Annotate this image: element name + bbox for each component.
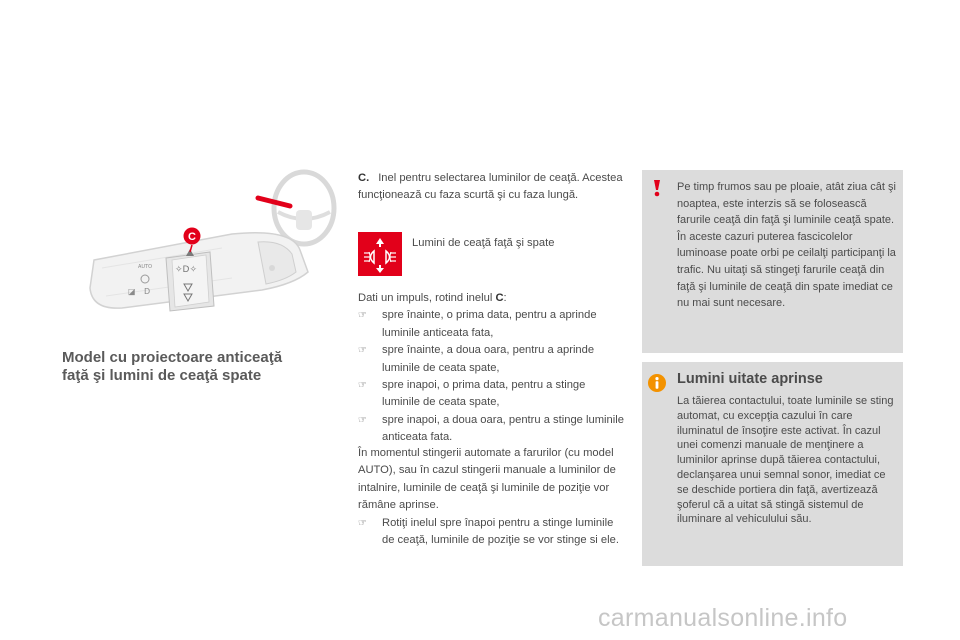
info-icon bbox=[648, 374, 666, 392]
ring-c-description bbox=[358, 170, 623, 205]
impulse-ring-letter: C bbox=[495, 292, 504, 304]
impulse-intro bbox=[358, 290, 626, 307]
ring-c-text: Inel pentru selectarea luminilor de ceaţă. Acestea funcţionează cu faza scurtă şi cu faza lungă. bbox=[358, 172, 623, 202]
auto-off-list bbox=[358, 515, 626, 550]
info-box-text: La tăierea contactului, toate luminile se sting automat, cu excepţia cazului în care iluminatul de însoţire este activat. În cazul unei comenzi manuale de menţinere a luminilor aprinse după tăierea contactului, declanşarea unui semnal sonor, imediat ce se deschide portiera din faţă, avertizează şoferul că a uitat să stingă sistemul de iluminare al vehiculului său. bbox=[677, 395, 894, 526]
svg-text:✧D✧: ✧D✧ bbox=[175, 265, 198, 275]
fog-icon-caption: Lumini de ceaţă faţă şi spate bbox=[412, 237, 555, 249]
list-item: ☞ spre înainte, a doua oara, pentru a aprinde luminile de ceata spate, bbox=[358, 342, 626, 377]
impulse-instructions bbox=[358, 290, 626, 447]
svg-text:C: C bbox=[188, 231, 196, 243]
list-item: ☞ Rotiţi inelul spre înapoi pentru a stinge luminile de ceaţă, luminile de poziţie se vor stinge si ele. bbox=[358, 515, 626, 550]
impulse-list bbox=[358, 307, 626, 446]
svg-text:◪: ◪ bbox=[128, 287, 136, 296]
fog-lights-icon bbox=[358, 232, 402, 276]
svg-text:D: D bbox=[144, 287, 151, 296]
impulse-intro-colon: : bbox=[503, 292, 507, 304]
list-item: ☞ spre inapoi, o prima data, pentru a stinge luminile de ceata spate, bbox=[358, 377, 626, 412]
auto-off-section bbox=[358, 445, 626, 549]
exclamation-icon bbox=[647, 178, 667, 198]
auto-off-paragraph: În momentul stingerii automate a farurilor (cu model AUTO), sau în cazul stingerii manuale a luminilor de intalnire, luminile de ceaţă şi luminile de poziţie vor rămâne aprinse. bbox=[358, 447, 616, 512]
fog-light-stalk-illustration bbox=[82, 168, 342, 328]
info-box-title: Lumini uitate aprinse bbox=[677, 371, 823, 387]
list-item: ☞ spre inapoi, a doua oara, pentru a stinge luminile anticeata fata. bbox=[358, 412, 626, 447]
impulse-intro-text: Dati un impuls, rotind inelul bbox=[358, 292, 496, 304]
section-title-line-1: Model cu proiectoare anticeaţă bbox=[62, 349, 283, 366]
watermark-text: carmanualsonline.info bbox=[598, 604, 848, 632]
svg-text:AUTO: AUTO bbox=[138, 264, 153, 270]
section-title bbox=[62, 349, 352, 385]
list-item: ☞ spre înainte, o prima data, pentru a aprinde luminile anticeata fata, bbox=[358, 307, 626, 342]
section-title-line-2: faţă şi lumini de ceaţă spate bbox=[62, 367, 262, 384]
ring-c-letter: C. bbox=[358, 172, 370, 184]
warning-text: Pe timp frumos sau pe ploaie, atât ziua cât şi noaptea, este interzis să se folosească farurile ceaţă din faţă şi luminile ceaţă spate. În aceste cazuri puterea fascicolelor luminoase poate orbi pe ceilalţi participanţi la trafic. Nu uitaţi să stingeţi farurile ceaţă din faţă şi luminile de ceaţă din spate imediat ce nu mai sunt necesare. bbox=[677, 181, 896, 310]
